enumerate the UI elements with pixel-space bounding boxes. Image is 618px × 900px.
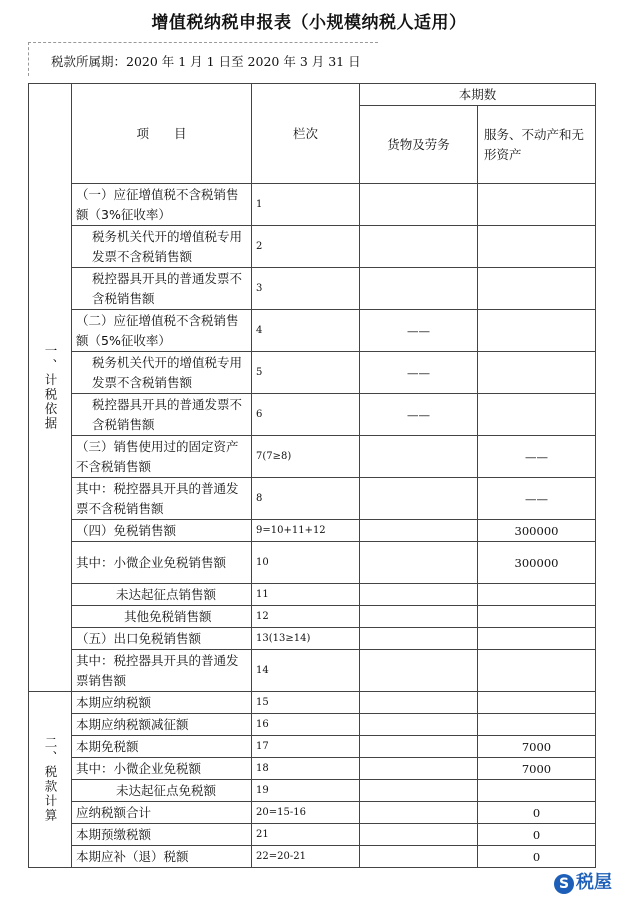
- table-row: [29, 846, 596, 868]
- row-goods: [360, 736, 478, 758]
- row-item: （二）应征增值税不含税销售额（5%征收率）: [72, 310, 252, 352]
- row-item: 未达起征点免税额: [72, 780, 252, 802]
- row-item: 税控器具开具的普通发票不含税销售额: [72, 394, 252, 436]
- row-goods: [360, 802, 478, 824]
- table-row: [29, 692, 596, 714]
- row-col: 16: [252, 714, 360, 736]
- row-col: 15: [252, 692, 360, 714]
- row-services: [478, 650, 596, 692]
- services-header: 服务、不动产和无形资产: [478, 106, 596, 184]
- row-goods: [360, 542, 478, 584]
- row-goods: [360, 758, 478, 780]
- row-services: [478, 606, 596, 628]
- row-item: （三）销售使用过的固定资产不含税销售额: [72, 436, 252, 478]
- row-col: 17: [252, 736, 360, 758]
- row-col: 2: [252, 226, 360, 268]
- table-row: [29, 352, 596, 394]
- row-col: 5: [252, 352, 360, 394]
- row-item: 税务机关代开的增值税专用发票不含税销售额: [72, 226, 252, 268]
- row-col: 9=10+11+12: [252, 520, 360, 542]
- row-services: [478, 394, 596, 436]
- current-period-header: 本期数: [360, 84, 596, 106]
- row-goods: [360, 846, 478, 868]
- row-goods: [360, 226, 478, 268]
- row-item: 本期预缴税额: [72, 824, 252, 846]
- page-title: 增值税纳税申报表（小规模纳税人适用）: [151, 13, 467, 33]
- row-services: 300000: [478, 542, 596, 584]
- row-services: ——: [478, 478, 596, 520]
- row-item: （五）出口免税销售额: [72, 628, 252, 650]
- row-services: [478, 310, 596, 352]
- table-row: [29, 310, 596, 352]
- row-goods: [360, 714, 478, 736]
- table-row: [29, 520, 596, 542]
- row-col: 8: [252, 478, 360, 520]
- row-services: [478, 692, 596, 714]
- tax-period-box: [28, 42, 378, 76]
- table-row: [29, 436, 596, 478]
- table-row: [29, 824, 596, 846]
- table-row: [29, 780, 596, 802]
- item-header: 项 目: [72, 84, 252, 184]
- row-item: 税务机关代开的增值税专用发票不含税销售额: [72, 352, 252, 394]
- row-goods: [360, 436, 478, 478]
- row-goods: [360, 268, 478, 310]
- col-header: 栏次: [252, 84, 360, 184]
- table-row: [29, 268, 596, 310]
- row-col: 3: [252, 268, 360, 310]
- table-row: [29, 542, 596, 584]
- row-services: 7000: [478, 736, 596, 758]
- row-services: [478, 352, 596, 394]
- row-col: 7(7≥8): [252, 436, 360, 478]
- row-goods: ——: [360, 394, 478, 436]
- row-services: 0: [478, 824, 596, 846]
- row-item: （一）应征增值税不含税销售额（3%征收率）: [72, 184, 252, 226]
- row-goods: [360, 824, 478, 846]
- row-item: 税控器具开具的普通发票不含税销售额: [72, 268, 252, 310]
- row-item: 其中：小微企业免税额: [72, 758, 252, 780]
- row-services: ——: [478, 436, 596, 478]
- row-services: 7000: [478, 758, 596, 780]
- goods-header: 货物及劳务: [360, 106, 478, 184]
- section-calc: 二、税款计算: [29, 692, 72, 868]
- table-row: [29, 758, 596, 780]
- row-col: 18: [252, 758, 360, 780]
- watermark-logo: [554, 868, 612, 894]
- row-services: [478, 584, 596, 606]
- row-col: 10: [252, 542, 360, 584]
- logo-text: 税屋: [576, 872, 612, 893]
- row-item: 未达起征点销售额: [72, 584, 252, 606]
- row-services: 0: [478, 846, 596, 868]
- table-row: [29, 478, 596, 520]
- row-goods: [360, 692, 478, 714]
- row-col: 13(13≥14): [252, 628, 360, 650]
- row-services: [478, 184, 596, 226]
- row-col: 22=20-21: [252, 846, 360, 868]
- row-col: 20=15-16: [252, 802, 360, 824]
- row-goods: [360, 584, 478, 606]
- row-col: 14: [252, 650, 360, 692]
- row-goods: [360, 606, 478, 628]
- row-item: 其中：税控器具开具的普通发票销售额: [72, 650, 252, 692]
- vat-return-table: [28, 83, 596, 868]
- table-row: [29, 584, 596, 606]
- row-services: [478, 714, 596, 736]
- table-row: [29, 394, 596, 436]
- row-item: 其中：小微企业免税销售额: [72, 542, 252, 584]
- row-services: [478, 780, 596, 802]
- section-basis: 一、计税依据: [29, 84, 72, 692]
- row-item: 其中：税控器具开具的普通发票不含税销售额: [72, 478, 252, 520]
- row-goods: ——: [360, 310, 478, 352]
- row-goods: [360, 780, 478, 802]
- row-services: [478, 226, 596, 268]
- row-col: 4: [252, 310, 360, 352]
- row-goods: ——: [360, 352, 478, 394]
- table-row: [29, 226, 596, 268]
- row-col: 11: [252, 584, 360, 606]
- logo-icon: S: [554, 874, 574, 894]
- table-row: [29, 606, 596, 628]
- row-col: 19: [252, 780, 360, 802]
- tax-period: 税款所属期：2020 年 1 月 1 日至 2020 年 3 月 31 日: [51, 54, 361, 69]
- row-services: [478, 628, 596, 650]
- row-col: 21: [252, 824, 360, 846]
- table-row: [29, 714, 596, 736]
- row-item: 本期应纳税额: [72, 692, 252, 714]
- table-row: [29, 802, 596, 824]
- row-goods: [360, 184, 478, 226]
- row-services: 0: [478, 802, 596, 824]
- row-goods: [360, 520, 478, 542]
- row-item: （四）免税销售额: [72, 520, 252, 542]
- table-row: [29, 628, 596, 650]
- row-item: 应纳税额合计: [72, 802, 252, 824]
- row-col: 12: [252, 606, 360, 628]
- row-item: 本期应补（退）税额: [72, 846, 252, 868]
- table-row: [29, 736, 596, 758]
- row-item: 本期免税额: [72, 736, 252, 758]
- row-item: 其他免税销售额: [72, 606, 252, 628]
- row-goods: [360, 478, 478, 520]
- row-item: 本期应纳税额减征额: [72, 714, 252, 736]
- row-services: [478, 268, 596, 310]
- row-goods: [360, 650, 478, 692]
- row-col: 6: [252, 394, 360, 436]
- table-row: [29, 184, 596, 226]
- row-col: 1: [252, 184, 360, 226]
- row-goods: [360, 628, 478, 650]
- row-services: 300000: [478, 520, 596, 542]
- table-row: [29, 650, 596, 692]
